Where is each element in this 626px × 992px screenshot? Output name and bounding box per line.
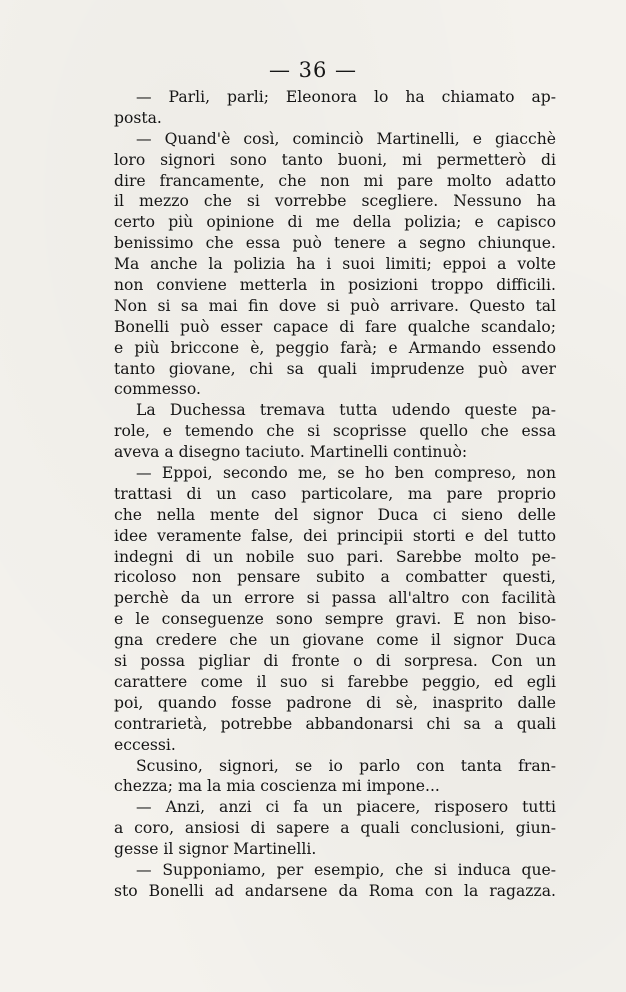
text-line: perchè da un errore si passa all'altro con facilità [114,589,556,608]
text-line: carattere come il suo si farebbe peggio, ed egli [114,672,556,691]
text-line: gna credere che un giovane come il signor Duca [114,631,556,650]
text-line: Scusino, signori, se io parlo con tanta fran- [136,756,556,775]
text-line: che nella mente del signor Duca ci sieno delle [114,505,556,524]
text-line: indegni di un nobile suo pari. Sarebbe molto pe- [114,547,556,566]
text-line: benissimo che essa può tenere a segno chiunque. [114,234,556,253]
text-line: Non si sa mai fin dove si può arrivare. Questo tal [114,296,556,315]
text-line: aveva a disegno taciuto. Martinelli continuò: [114,443,468,462]
text-line: posta. [114,108,162,127]
page-number: — 36 — [268,58,358,82]
text-line: chezza; ma la mia coscienza mi impone... [114,777,440,796]
text-line: — Anzi, anzi ci fa un piacere, risposero tutti [136,798,556,817]
text-line: certo più opinione di me della polizia; e capisco [114,213,556,232]
text-line: gesse il signor Martinelli. [114,840,317,859]
text-line: il mezzo che si vorrebbe scegliere. Nessuno ha [114,192,556,211]
text-line: Ma anche la polizia ha i suoi limiti; eppoi a volte [114,255,556,274]
text-line: sto Bonelli ad andarsene da Roma con la ragazza. [114,881,556,900]
text-line: non conviene metterla in posizioni troppo difficili. [114,276,556,295]
text-line: e più briccone è, peggio farà; e Armando essendo [114,338,556,357]
text-line: contrarietà, potrebbe abbandonarsi chi sa a quali [114,714,556,733]
text-line: role, e temendo che si scoprisse quello che essa [114,422,556,441]
text-line: loro signori sono tanto buoni, mi permetterò di [114,150,556,169]
text-line: poi, quando fosse padrone di sè, inasprito dalle [114,693,556,712]
text-line: — Eppoi, secondo me, se ho ben compreso, non [136,464,556,483]
body-text [114,87,556,902]
text-line: — Parli, parli; Eleonora lo ha chiamato ap- [136,88,556,106]
text-line: eccessi. [114,735,176,754]
text-line: Bonelli può esser capace di fare qualche scandalo; [114,317,556,336]
text-line: trattasi di un caso particolare, ma pare proprio [114,484,556,503]
text-line: dire francamente, che non mi pare molto adatto [114,171,556,190]
text-line: tanto giovane, chi sa quali imprudenze può aver [114,359,556,378]
text-line: — Quand'è così, cominciò Martinelli, e giacchè [136,129,556,148]
text-line: La Duchessa tremava tutta udendo queste pa- [136,401,556,420]
text-line: — Supponiamo, per esempio, che si induca que- [136,860,556,879]
text-line: idee veramente false, dei principii storti e del tutto [114,526,556,545]
text-line: a coro, ansiosi di sapere a quali conclusioni, giun- [114,819,556,838]
text-line: si possa pigliar di fronte o di sorpresa. Con un [114,652,556,671]
text-line: e le conseguenze sono sempre gravi. E non biso- [114,610,556,629]
text-line: ricoloso non pensare subito a combatter questi, [114,568,556,587]
text-line: commesso. [114,380,201,399]
